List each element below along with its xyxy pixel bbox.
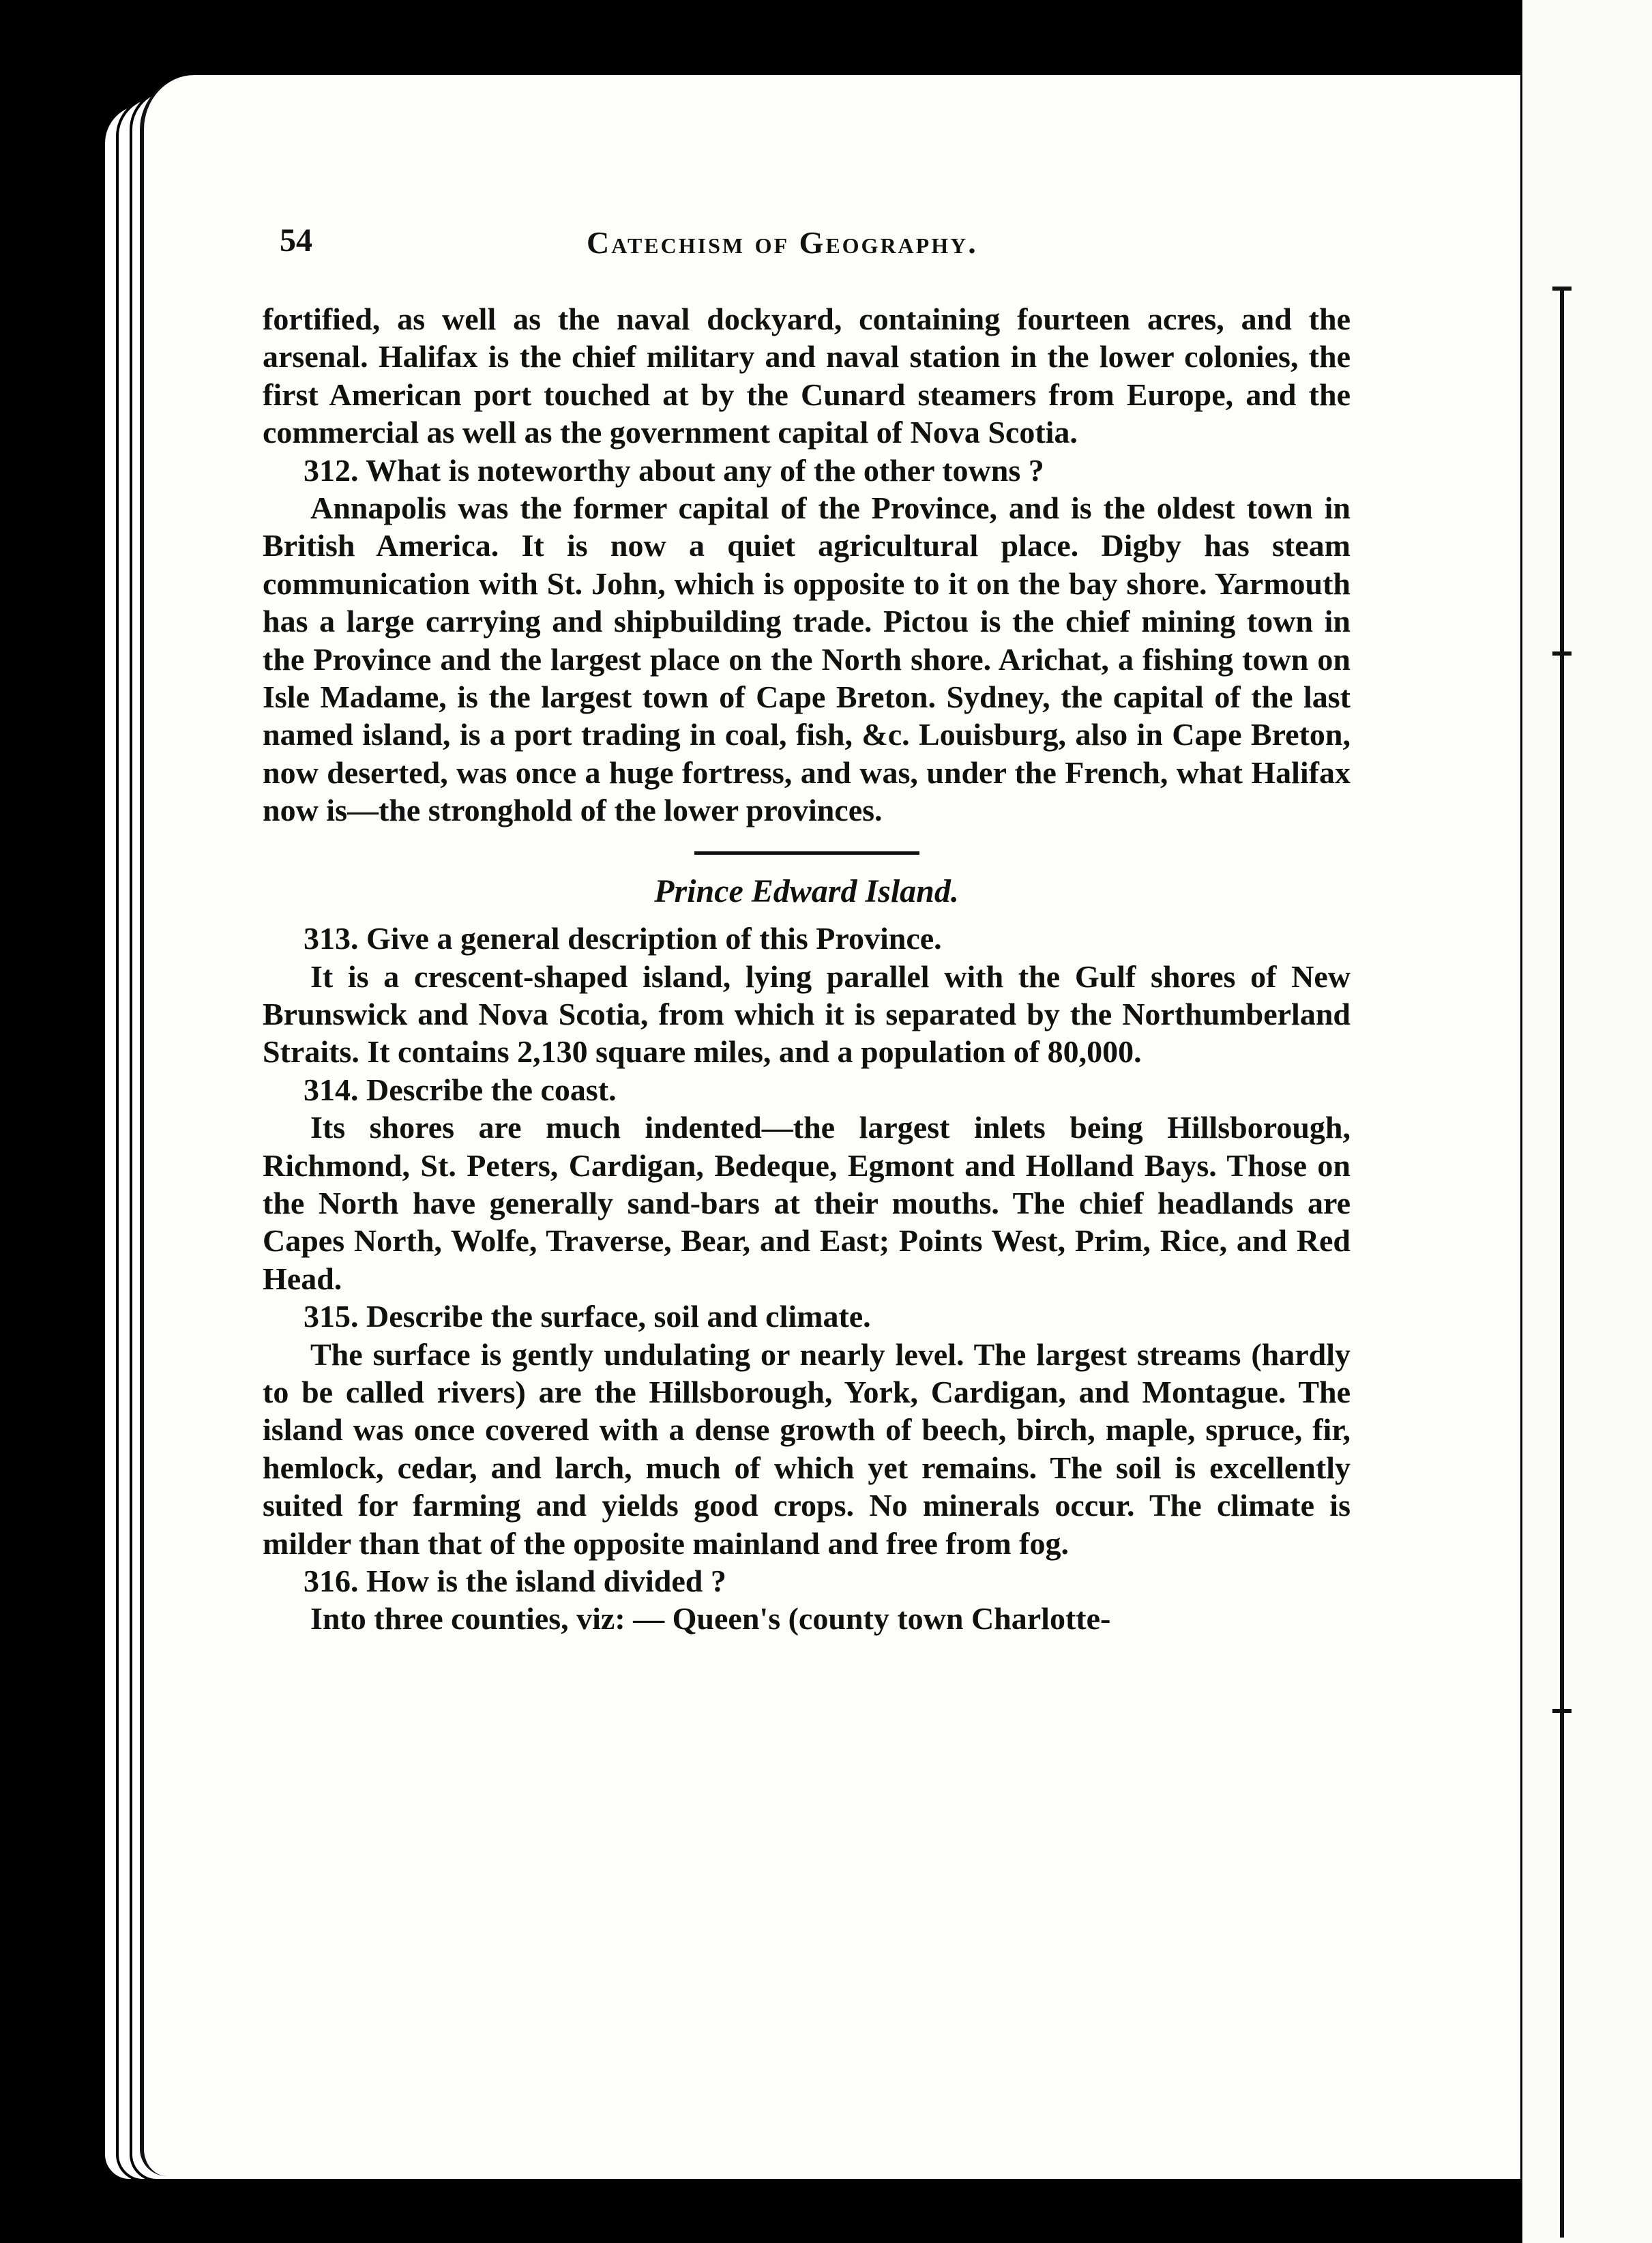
answer: Its shores are much indented—the largest inlets being Hillsborough, Richmond, St. Peters, Cardigan, Bedeque, Egmont and Holland Bays. Those on the North have generally sand-bars at their mouths. The chief headlands are Capes North, Wolfe, Traverse, Bear, and East; Points West, Prim, Rice, and Red Head.	[263, 1110, 1351, 1296]
answer: Into three counties, viz: — Queen's (county town Charlotte-	[310, 1601, 1111, 1637]
question: 316. How is the island divided ?	[304, 1564, 726, 1598]
answer: Annapolis was the former capital of the Province, and is the oldest town in British America. It is now a quiet agricultural place. Digby has steam communication with St. John, which is opposite to it on the bay shore. Yarmouth has a large carrying and shipbuilding trade. Pictou is the chief mining town in the Province and the largest place on the North shore. Arichat, a fishing town on Isle Madame, is the largest town of Cape Breton. Sydney, the capital of the last named island, is a port trading in coal, fish, &c. Louisburg, also in Cape Breton, now deserted, was once a huge fortress, and was, under the French, what Halifax now is—the stronghold of the lower provinces.	[263, 490, 1351, 828]
section-divider	[694, 851, 919, 855]
page-header	[280, 222, 1371, 269]
gutter-tick	[1552, 651, 1572, 656]
question: 315. Describe the surface, soil and climate.	[304, 1299, 871, 1334]
gutter-tick	[1552, 1709, 1572, 1713]
answer: The surface is gently undulating or nearly level. The largest streams (hardly to be called rivers) are the Hillsborough, York, Cardigan, and Montague. The island was once covered with a dense growth of beech, birch, maple, spruce, fir, hemlock, cedar, and larch, much of which yet remains. The soil is excellently suited for farming and yields good crops. No minerals occur. The climate is milder than that of the opposite mainland and free from fog.	[263, 1336, 1351, 1561]
question: 314. Describe the coast.	[304, 1072, 617, 1107]
question: 313. Give a general description of this Province.	[304, 921, 942, 956]
section-heading: Prince Edward Island.	[654, 873, 959, 909]
page-number: 54	[280, 222, 312, 259]
facing-page-gutter	[1520, 0, 1652, 2243]
paragraph: fortified, as well as the naval dockyard, containing fourteen acres, and the arsenal. Halifax is the chief military and naval station in the lower colonies, the first American port touched at by the Cunard steamers from Europe, and the commercial as well as the government capital of Nova Scotia.	[263, 302, 1351, 450]
question: 312. What is noteworthy about any of the other towns ?	[304, 452, 1044, 488]
running-title: Catechism of Geography.	[587, 225, 978, 260]
gutter-tick	[1552, 287, 1572, 291]
page-body	[263, 300, 1351, 1638]
gutter-rule	[1560, 287, 1564, 2238]
answer: It is a crescent-shaped island, lying parallel with the Gulf shores of New Brunswick and Nova Scotia, from which it is separated by the Northumberland Straits. It contains 2,130 square miles, and a population of 80,000.	[263, 958, 1351, 1070]
